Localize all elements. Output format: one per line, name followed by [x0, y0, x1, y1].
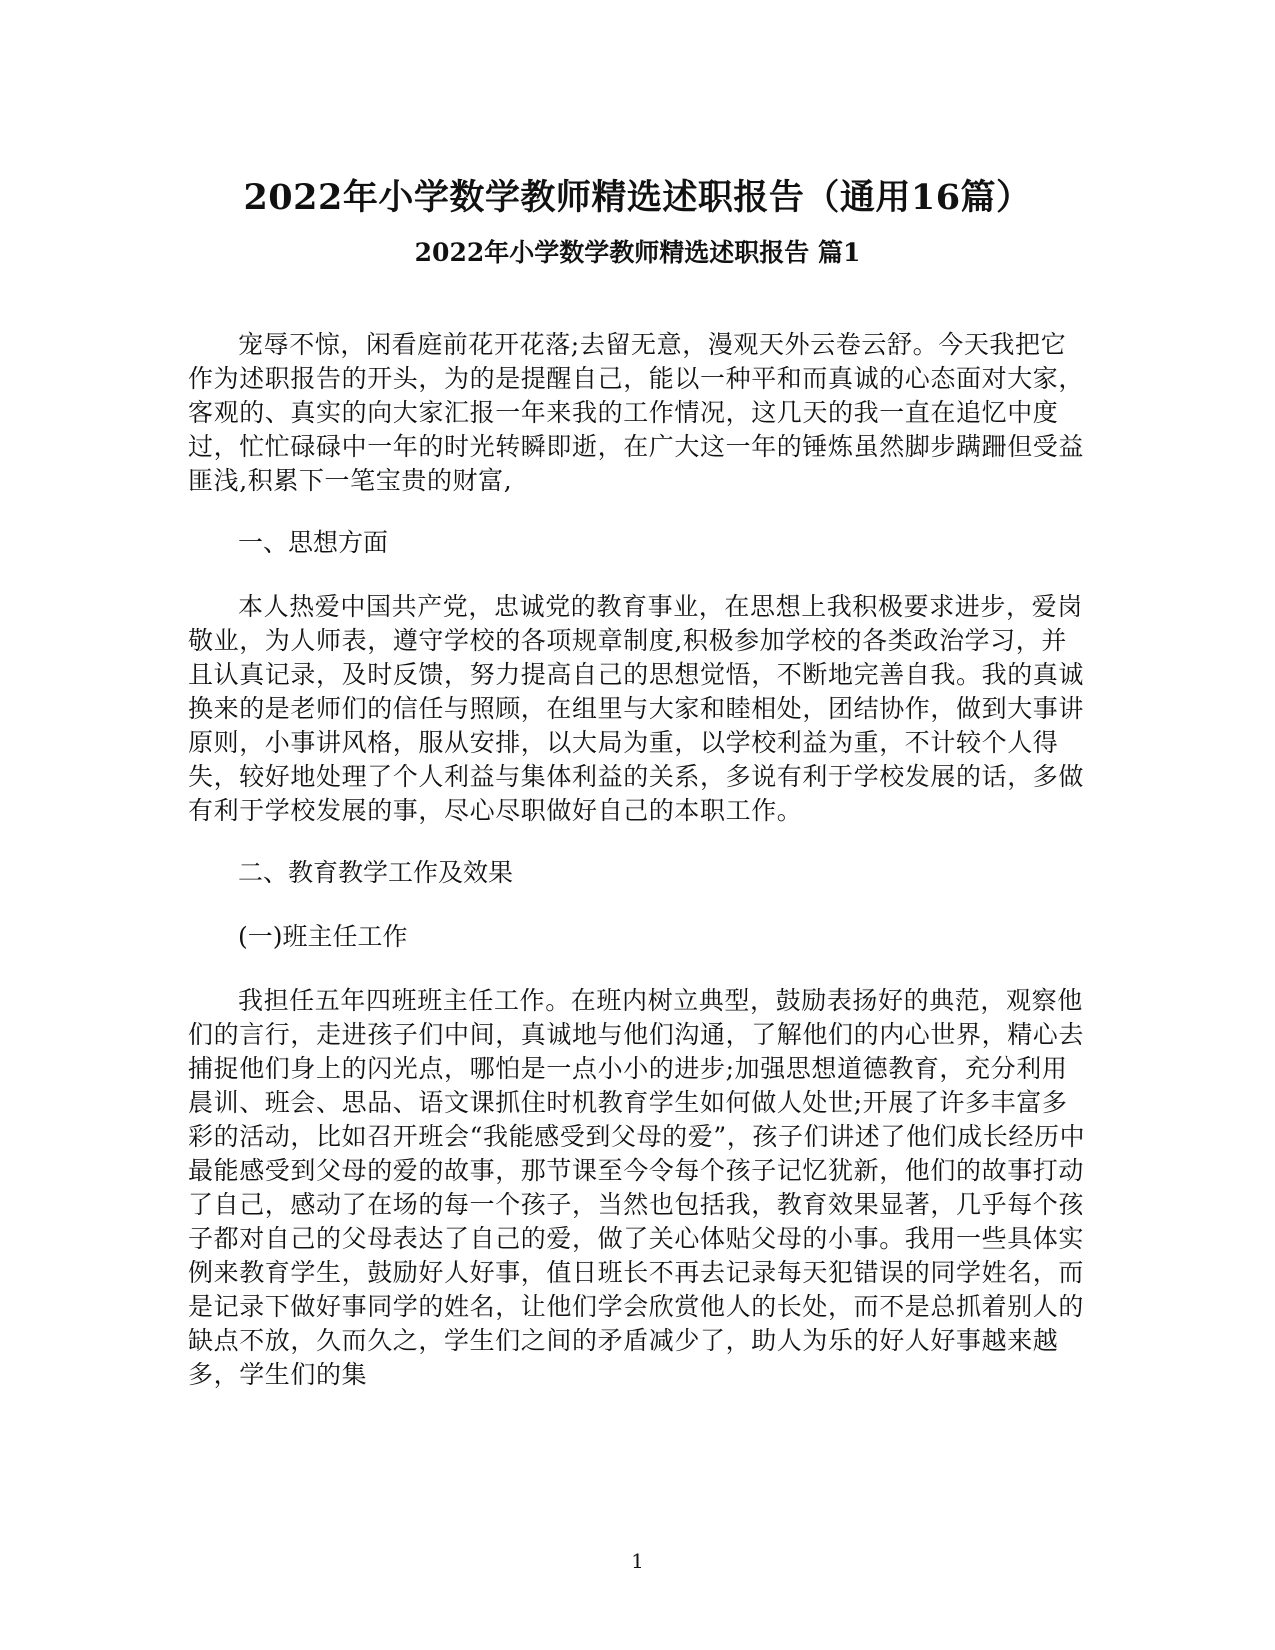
subheading-class-teacher: (一)班主任工作	[238, 922, 408, 951]
paragraph-ideology: 本人热爱中国共产党，忠诚党的教育事业，在思想上我积极要求进步，爱岗敬业，为人师表，遵守学校的各项规章制度,积极参加学校的各类政治学习，并且认真记录，及时反馈，努力提高自己的思想觉悟，不断地完善自我。我的真诚换来的是老师们的信任与照顾，在组里与大家和睦相处，团结协作，做到大事讲原则，小事讲风格，服从安排，以大局为重，以学校利益为重，不计较个人得失，较好地处理了个人利益与集体利益的关系，多说有利于学校发展的话，多做有利于学校发展的事，尽心尽职做好自己的本职工作。	[188, 592, 1085, 825]
document-body	[188, 328, 1086, 1420]
section-title: 2022年小学数学教师精选述职报告 篇1	[414, 238, 861, 267]
page-number: 1	[631, 1549, 644, 1573]
paragraph-class-teacher: 我担任五年四班班主任工作。在班内树立典型，鼓励表扬好的典范，观察他们的言行，走进孩子们中间，真诚地与他们沟通，了解他们的内心世界，精心去捕捉他们身上的闪光点，哪怕是一点小小的进步;加强思想道德教育，充分利用晨训、班会、思品、语文课抓住时机教育学生如何做人处世;开展了许多丰富多彩的活动，比如召开班会“我能感受到父母的爱”，孩子们讲述了他们成长经历中最能感受到父母的爱的故事，那节课至今令每个孩子记忆犹新，他们的故事打动了自己，感动了在场的每一个孩子，当然也包括我，教育效果显著，几乎每个孩子都对自己的父母表达了自己的爱，做了关心体贴父母的小事。我用一些具体实例来教育学生，鼓励好人好事，值日班长不再去记录每天犯错误的同学姓名，而是记录下做好事同学的姓名，让他们学会欣赏他人的长处，而不是总抓着别人的缺点不放，久而久之，学生们之间的矛盾减少了，助人为乐的好人好事越来越多，学生们的集	[188, 986, 1086, 1389]
paragraph-intro: 宠辱不惊，闲看庭前花开花落;去留无意，漫观天外云卷云舒。今天我把它作为述职报告的开头，为的是提醒自己，能以一种平和而真诚的心态面对大家，客观的、真实的向大家汇报一年来我的工作情况，这几天的我一直在追忆中度过，忙忙碌碌中一年的时光转瞬即逝，在广大这一年的锤炼虽然脚步蹒跚但受益匪浅,积累下一笔宝贵的财富,	[188, 330, 1085, 495]
document-title: 2022年小学数学教师精选述职报告（通用16篇）	[243, 177, 1032, 218]
heading-ideology: 一、思想方面	[238, 528, 389, 557]
heading-teaching: 二、教育教学工作及效果	[238, 858, 514, 887]
